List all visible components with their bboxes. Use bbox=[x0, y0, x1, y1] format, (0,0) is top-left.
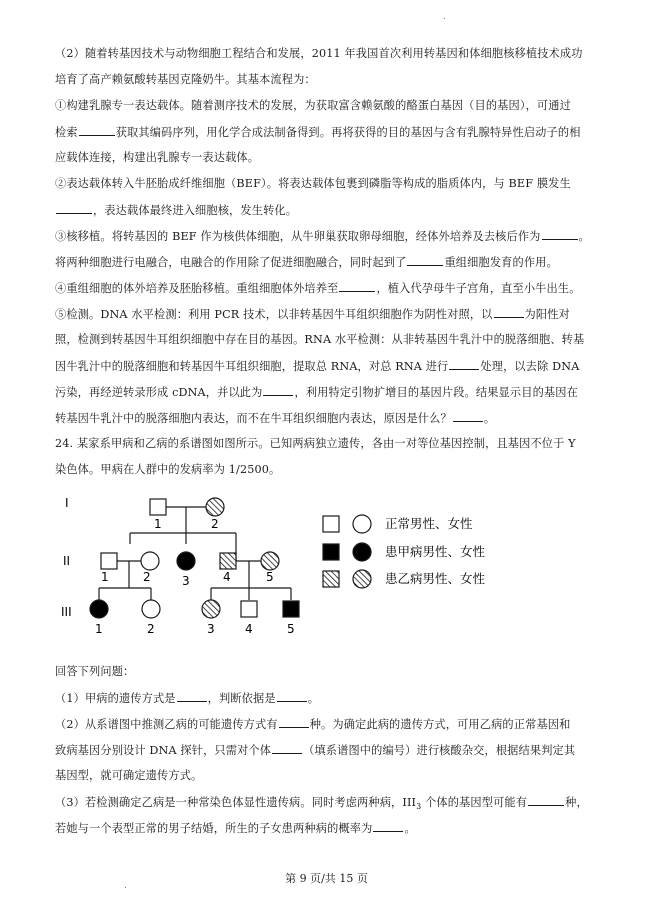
text: ③核移植。将转基因的 BEF 作为核供体细胞，从牛卵巢获取卵母细胞，经体外培养及去核后作为 bbox=[55, 230, 541, 243]
q23-step5-line-5 bbox=[55, 411, 615, 426]
individual-III-1-disease-a-female bbox=[90, 600, 108, 618]
individual-II-3-disease-a-female bbox=[177, 552, 195, 570]
text: 检索 bbox=[55, 126, 78, 139]
text: 种， bbox=[565, 796, 588, 809]
generation-label-i: I bbox=[65, 496, 69, 510]
individual-I-1-normal-male bbox=[150, 499, 166, 515]
id-label: 1 bbox=[154, 517, 162, 531]
legend-disease-b-female-icon bbox=[353, 570, 371, 588]
legend-disease-b-male-icon bbox=[323, 571, 339, 587]
id-label: 2 bbox=[211, 517, 219, 531]
text: 重组细胞发育的作用。 bbox=[444, 256, 558, 269]
id-label: 1 bbox=[101, 570, 109, 584]
q23-step5-line-1 bbox=[55, 307, 615, 322]
legend-normal-male-icon bbox=[323, 516, 339, 532]
text: （填系谱图中的编号）进行核酸杂交，根据结果判定其 bbox=[303, 744, 576, 757]
text: ，表达载体最终进入细胞核，发生转化。 bbox=[93, 204, 298, 217]
subscript: 3 bbox=[416, 802, 422, 812]
q23-step2-line-2 bbox=[55, 203, 615, 218]
q23-step1-line-2 bbox=[55, 125, 615, 140]
text: 致病基因分别设计 DNA 探针，只需对个体 bbox=[55, 744, 272, 757]
answer-blank bbox=[263, 385, 293, 396]
pedigree-chart bbox=[55, 488, 525, 648]
id-label: 2 bbox=[143, 570, 151, 584]
text: 。 bbox=[307, 692, 320, 705]
answer-blank bbox=[453, 411, 483, 422]
id-label: 2 bbox=[147, 622, 155, 636]
page-number-footer: 第 9 页/共 15 页 bbox=[285, 872, 368, 885]
legend-disease-a-female-icon bbox=[353, 543, 371, 561]
scan-speck bbox=[444, 18, 445, 19]
individual-III-2-normal-female bbox=[142, 600, 160, 618]
q24-q1-line bbox=[55, 691, 615, 706]
text: ，判断依据是 bbox=[207, 692, 276, 705]
id-label: 3 bbox=[207, 622, 215, 636]
individual-II-5-disease-b-female bbox=[261, 552, 279, 570]
q23-step4-line bbox=[55, 281, 615, 296]
text: ④重组细胞的体外培养及胚胎移植。重组细胞体外培养至 bbox=[55, 282, 339, 295]
text: （2）从系谱图中推测乙病的可能遗传方式有 bbox=[55, 718, 278, 731]
id-label: 4 bbox=[245, 622, 253, 636]
text: 将两种细胞进行电融合，电融合的作用除了促进细胞融合，同时起到了 bbox=[55, 256, 407, 269]
answer-blank bbox=[272, 743, 302, 754]
q24-q3-line-2 bbox=[55, 821, 615, 836]
text: 。 bbox=[483, 412, 496, 425]
q24-q3-line-1 bbox=[55, 795, 615, 814]
q24-q2-line-1 bbox=[55, 717, 615, 732]
answer-blank bbox=[177, 691, 207, 702]
q24-q2-line-2 bbox=[55, 743, 615, 758]
answer-blank bbox=[277, 691, 307, 702]
answer-blank bbox=[449, 359, 479, 370]
text: 个体的基因型可能有 bbox=[421, 796, 528, 809]
q23-step5-line-3 bbox=[55, 359, 615, 374]
text: ，利用特定引物扩增目的基因片段。结果显示目的基因在 bbox=[294, 386, 578, 399]
individual-III-5-disease-a-male bbox=[283, 601, 299, 617]
q23-intro-line-2: 培育了高产赖氨酸转基因克隆奶牛。其基本流程为： bbox=[55, 73, 316, 86]
text: 为阳性对 bbox=[524, 308, 570, 321]
answer-blank bbox=[542, 229, 578, 240]
generation-label-ii: II bbox=[63, 554, 71, 568]
text: 。 bbox=[578, 230, 590, 243]
individual-III-4-normal-male bbox=[241, 601, 257, 617]
id-label: 1 bbox=[95, 622, 103, 636]
id-label: 4 bbox=[223, 570, 231, 584]
q23-step5-line-2: 照，检测到转基因牛耳组织细胞中存在目的基因。RNA 水平检测：从非转基因牛乳汁中的脱落细胞、转基 bbox=[55, 333, 585, 346]
individual-II-2-normal-female bbox=[141, 552, 159, 570]
text: 获取其编码序列，用化学合成法制备得到。再将获得的目的基因与含有乳腺特异性启动子的相 bbox=[115, 126, 581, 139]
individual-II-1-normal-male bbox=[101, 553, 117, 569]
q24-q2-line-3: 基因型，就可确定遗传方式。 bbox=[55, 769, 203, 782]
q23-step1-line-1: ①构建乳腺专一表达载体。随着测序技术的发展，为获取富含赖氨酸的酪蛋白基因（目的基因），可通过 bbox=[55, 99, 571, 112]
q23-step5-line-4 bbox=[55, 385, 615, 400]
text: 转基因牛乳汁中的脱落细胞内表达，而不在牛耳组织细胞内表达，原因是什么？ bbox=[55, 412, 452, 425]
text: 因牛乳汁中的脱落细胞和转基因牛耳组织细胞，提取总 RNA，对总 RNA 进行 bbox=[55, 360, 449, 373]
generation-label-iii: III bbox=[61, 605, 72, 619]
q24-intro-line-2: 染色体。甲病在人群中的发病率为 1/2500。 bbox=[55, 463, 281, 476]
text: （3）若检测确定乙病是一种常染色体显性遗传病。同时考虑两种病，III bbox=[55, 796, 417, 809]
legend-disease-a-male-icon bbox=[323, 544, 339, 560]
id-label: 5 bbox=[266, 570, 274, 584]
answer-blank bbox=[494, 307, 524, 318]
q23-step2-line-1: ②表达载体转入牛胚胎成纤维细胞（BEF）。将表达载体包裹到磷脂等构成的脂质体内，与 BEF 膜发生 bbox=[55, 177, 571, 190]
q24-answer-prompt: 回答下列问题： bbox=[55, 665, 135, 678]
q24-intro-line-1: 24. 某家系甲病和乙病的系谱图如图所示。已知两病独立遗传，各由一对等位基因控制，且基因不位于 Y bbox=[55, 437, 576, 450]
individual-II-4-disease-b-male bbox=[220, 553, 236, 569]
scan-speck bbox=[125, 887, 126, 888]
legend-normal-female-icon bbox=[353, 515, 371, 533]
text: 若她与一个表型正常的男子结婚，所生的子女患两种病的概率为 bbox=[55, 822, 373, 835]
individual-III-3-disease-b-female bbox=[202, 600, 220, 618]
answer-blank bbox=[339, 281, 375, 292]
individual-I-2-disease-b-female bbox=[206, 498, 224, 516]
q23-step3-line-2 bbox=[55, 255, 615, 270]
text: ⑤检测。DNA 水平检测：利用 PCR 技术，以非转基因牛耳组织细胞作为阴性对照，以 bbox=[55, 308, 493, 321]
answer-blank bbox=[279, 717, 309, 728]
text: 污染，再经逆转录形成 cDNA，并以此为 bbox=[55, 386, 263, 399]
q23-step3-line-1 bbox=[55, 229, 615, 244]
text: 种。为确定此病的遗传方式，可用乙病的正常基因和 bbox=[309, 718, 571, 731]
legend-disease-b-label: 患乙病男性、女性 bbox=[385, 571, 486, 586]
q23-intro-line-1: （2）随着转基因技术与动物细胞工程结合和发展，2011 年我国首次利用转基因和体细胞核移植技术成功 bbox=[55, 47, 583, 60]
answer-blank bbox=[528, 795, 564, 806]
text: ，植入代孕母牛子宫角，直至小牛出生。 bbox=[376, 282, 581, 295]
text: 处理，以去除 DNA bbox=[480, 360, 580, 373]
answer-blank bbox=[79, 125, 115, 136]
text: 。 bbox=[404, 822, 416, 835]
answer-blank bbox=[56, 203, 92, 214]
id-label: 3 bbox=[182, 574, 190, 588]
answer-blank bbox=[407, 255, 443, 266]
id-label: 5 bbox=[287, 622, 295, 636]
legend-normal-label: 正常男性、女性 bbox=[385, 516, 473, 531]
legend-disease-a-label: 患甲病男性、女性 bbox=[385, 544, 486, 559]
q23-step1-line-3: 应载体连接，构建出乳腺专一表达载体。 bbox=[55, 151, 260, 164]
answer-blank bbox=[373, 821, 403, 832]
text: （1）甲病的遗传方式是 bbox=[55, 692, 176, 705]
